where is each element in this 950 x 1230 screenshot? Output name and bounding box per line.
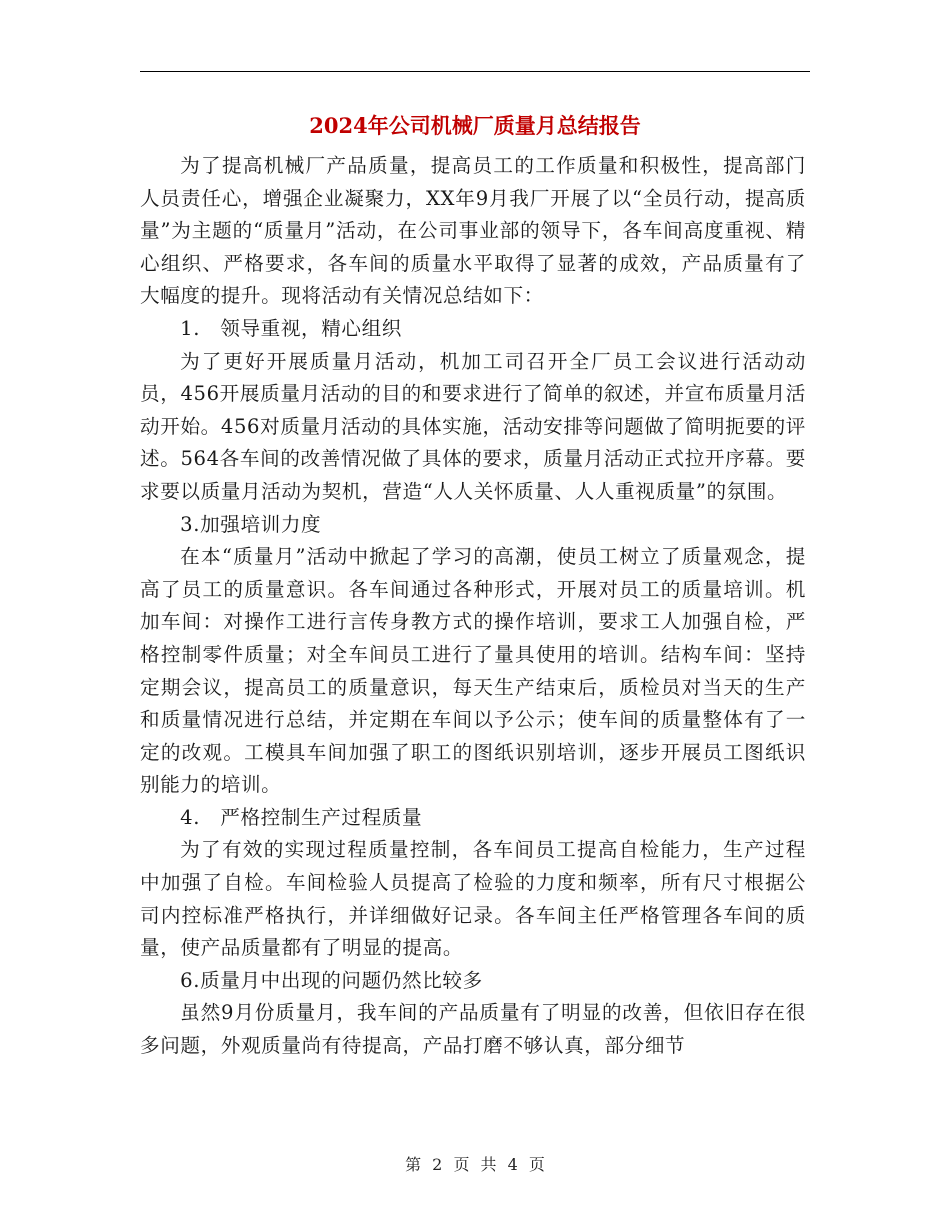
body-paragraph: 在本“质量月”活动中掀起了学习的高潮，使员工树立了质量观念，提高了员工的质量意识。各车间通过各种形式，开展对员工的质量培训。机加车间：对操作工进行言传身教方式的操作培训，要求工人加强自检，严格控制零件质量；对全车间员工进行了量具使用的培训。结构车间：坚持定期会议，提高员工的质量意识，每天生产结束后，质检员对当天的生产和质量情况进行总结，并定期在车间以予公示；使车间的质量整体有了一定的改观。工模具车间加强了职工的图纸识别培训，逐步开展员工图纸识别能力的培训。 <box>140 545 806 797</box>
header-rule <box>140 71 810 72</box>
intro-paragraph: 为了提高机械厂产品质量，提高员工的工作质量和积极性，提高部门人员责任心，增强企业凝聚力，XX年9月我厂开展了以“全员行动，提高质量”为主题的“质量月”活动，在公司事业部的领导下，各车间高度重视、精心组织、严格要求，各车间的质量水平取得了显著的成效，产品质量有了大幅度的提升。现将活动有关情况总结如下： <box>140 154 806 308</box>
section-heading-1: 1. 领导重视，精心组织 <box>180 316 403 340</box>
section-heading-6: 6.质量月中出现的问题仍然比较多 <box>180 968 483 992</box>
section-heading-4: 4. 严格控制生产过程质量 <box>180 805 423 829</box>
body-paragraph: 为了更好开展质量月活动，机加工司召开全厂员工会议进行活动动员，456开展质量月活动的目的和要求进行了简单的叙述，并宣布质量月活动开始。456对质量月活动的具体实施，活动安排等问题做了简明扼要的评述。564各车间的改善情况做了具体的要求，质量月活动正式拉开序幕。要求要以质量月活动为契机，营造“人人关怀质量、人人重视质量”的氛围。 <box>140 349 806 503</box>
page-number-footer: 第 2 页 共 4 页 <box>405 1155 545 1174</box>
document-body <box>140 150 806 1063</box>
body-paragraph: 为了有效的实现过程质量控制，各车间员工提高自检能力，生产过程中加强了自检。车间检验人员提高了检验的力度和频率，所有尺寸根据公司内控标准严格执行，并详细做好记录。各车间主任严格管理各车间的质量，使产品质量都有了明显的提高。 <box>140 838 806 960</box>
section-heading-3: 3.加强培训力度 <box>180 512 322 536</box>
body-paragraph: 虽然9月份质量月，我车间的产品质量有了明显的改善，但依旧存在很多问题，外观质量尚有待提高，产品打磨不够认真，部分细节 <box>140 1001 806 1058</box>
document-title: 2024年公司机械厂质量月总结报告 <box>309 113 641 138</box>
